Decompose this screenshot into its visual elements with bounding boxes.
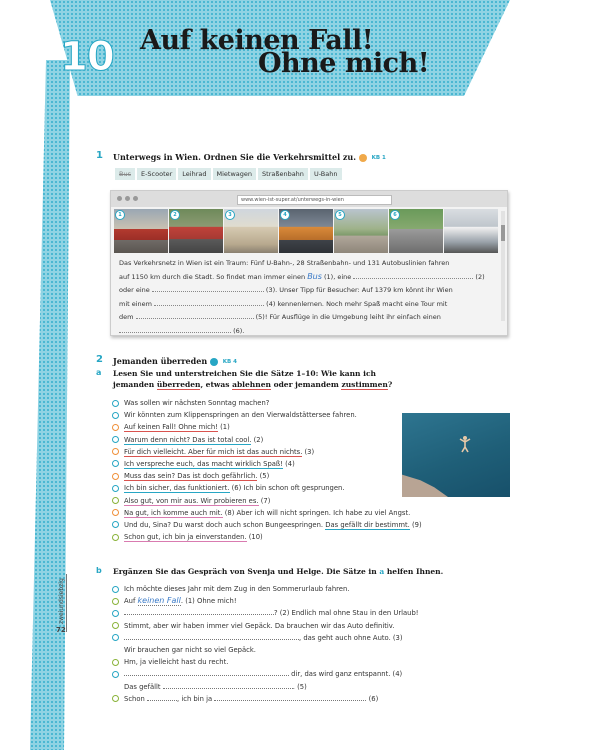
underlined-phrase: Muss das sein? Das ist doch gefährlich. bbox=[124, 472, 258, 481]
underlined-phrase: Na gut, ich komme auch mit. bbox=[124, 508, 223, 517]
photo-tram bbox=[114, 209, 168, 253]
text-span: dem bbox=[119, 313, 134, 322]
info-icon[interactable] bbox=[210, 358, 218, 366]
kb-reference: KB 4 bbox=[222, 359, 237, 365]
text-span: Auf bbox=[124, 597, 136, 606]
article-line bbox=[119, 298, 491, 312]
article-line bbox=[119, 271, 491, 285]
word-chip: Straßenbahn bbox=[258, 168, 308, 180]
list-item bbox=[112, 409, 422, 421]
underlined-phrase: Für dich vielleicht. Aber für mich ist das auch nichts. bbox=[124, 447, 303, 456]
exercise-1-number: 1 bbox=[96, 150, 103, 161]
bullet-icon bbox=[112, 586, 119, 593]
cliff-diving-photo bbox=[402, 413, 510, 497]
text-span: Hm, ja vielleicht hast du recht. bbox=[124, 658, 229, 667]
exercise-1-heading-text: Unterwegs in Wien. Ordnen Sie die Verkehrsmittel zu. bbox=[113, 152, 357, 162]
scroll-thumb[interactable] bbox=[501, 225, 505, 241]
list-item bbox=[112, 495, 422, 507]
kb-reference: KB 1 bbox=[371, 155, 386, 161]
rock-shape bbox=[402, 469, 448, 497]
instruction-line bbox=[113, 379, 392, 390]
page-title-line2: Ohne mich! bbox=[258, 48, 430, 79]
sidebar-vertical-text bbox=[58, 568, 68, 628]
text-span: (8) Aber ich will nicht springen. Ich habe zu viel Angst. bbox=[222, 508, 411, 517]
window-dot-icon bbox=[117, 196, 122, 201]
bullet-icon bbox=[112, 610, 119, 617]
list-item bbox=[112, 458, 422, 470]
answer-blank[interactable] bbox=[119, 332, 231, 333]
ref-letter: a bbox=[379, 567, 385, 576]
window-dot-icon bbox=[125, 196, 130, 201]
photo-building bbox=[224, 209, 278, 253]
page-title-line1: Auf keinen Fall! bbox=[140, 25, 374, 56]
word-box bbox=[115, 168, 342, 180]
text-span: Wir brauchen gar nicht so viel Gepäck. bbox=[124, 645, 256, 654]
list-item bbox=[112, 607, 419, 619]
article-line bbox=[119, 311, 491, 325]
word-chip: Mietwagen bbox=[213, 168, 257, 180]
text-span: (5) bbox=[257, 472, 270, 481]
bullet-icon bbox=[112, 424, 119, 431]
photo-bikes bbox=[334, 209, 388, 253]
url-bar[interactable]: www.wien-ist-super.at/unterwegs-in-wien bbox=[237, 195, 392, 205]
bullet-icon bbox=[112, 659, 119, 666]
answer-blank[interactable] bbox=[154, 305, 264, 306]
photo-strip bbox=[114, 209, 498, 253]
bullet-icon bbox=[112, 448, 119, 455]
text-span: (5)! Für Ausflüge in die Umgebung leiht ihr einfach einen bbox=[255, 313, 441, 322]
swimmer-figure bbox=[458, 435, 472, 453]
text-span: Das gefällt bbox=[124, 682, 161, 691]
window-dot-icon bbox=[133, 196, 138, 201]
list-item bbox=[112, 693, 419, 705]
part-a-instructions bbox=[113, 368, 392, 390]
list-item bbox=[112, 531, 422, 543]
exercise-2-number: 2 bbox=[96, 354, 103, 365]
photo-rental-cars bbox=[444, 209, 498, 253]
word-chip: E-Scooter bbox=[137, 168, 176, 180]
vertical-page-word: zweiundsiebzig bbox=[58, 578, 65, 624]
list-item bbox=[112, 583, 419, 595]
answer-blank[interactable] bbox=[152, 291, 264, 292]
text-span: mit einem bbox=[119, 299, 153, 308]
dialogue-list-a bbox=[112, 397, 422, 543]
handwritten-answer: keinen Fall bbox=[137, 596, 181, 606]
underlined-phrase: Das gefällt dir bestimmt. bbox=[325, 520, 410, 529]
list-item bbox=[112, 446, 422, 458]
exercise-1-heading bbox=[113, 152, 386, 162]
text-span: (6) Ich bin schon oft gesprungen. bbox=[229, 484, 345, 493]
text-span: (2) bbox=[475, 272, 485, 281]
photo-number: 2 bbox=[170, 210, 180, 220]
underlined-phrase: Schon gut, ich bin ja einverstanden. bbox=[124, 533, 247, 542]
text-span: ? (2) Endlich mal ohne Stau in den Urlaub! bbox=[274, 609, 419, 618]
text-span: (1) bbox=[217, 423, 230, 432]
handwritten-answer: Bus bbox=[307, 271, 322, 281]
exercise-2-heading-text: Jemanden überreden bbox=[113, 356, 208, 366]
part-a-letter: a bbox=[96, 368, 102, 377]
scrollbar[interactable] bbox=[501, 211, 505, 321]
bullet-icon bbox=[112, 634, 119, 641]
dialogue-list-b bbox=[112, 583, 419, 705]
photo-number: 4 bbox=[280, 210, 290, 220]
bullet-icon bbox=[112, 521, 119, 528]
photo-ubahn bbox=[279, 209, 333, 253]
text-span: helfen Ihnen. bbox=[386, 567, 444, 576]
browser-window bbox=[110, 190, 508, 336]
underlined-phrase: Warum denn nicht? Das ist total cool. bbox=[124, 435, 252, 444]
bullet-icon bbox=[112, 436, 119, 443]
text-span: auf 1150 km durch die Stadt. So findet man immer einen bbox=[119, 272, 306, 281]
photo-number: 1 bbox=[115, 210, 125, 220]
article-line: Das Verkehrsnetz in Wien ist ein Traum: Fünf U-Bahn-, 28 Straßenbahn- und 131 Autobuslinien fahren bbox=[119, 259, 450, 267]
photo-number: 5 bbox=[335, 210, 345, 220]
list-item bbox=[112, 519, 422, 531]
bullet-icon bbox=[112, 497, 119, 504]
browser-article-text bbox=[119, 257, 491, 339]
underlined-phrase: Auf keinen Fall! Ohne mich! bbox=[124, 423, 218, 432]
part-b-instructions bbox=[113, 566, 443, 577]
bullet-icon bbox=[112, 473, 119, 480]
text-span: (10) bbox=[246, 533, 263, 542]
word-chip: Leihrad bbox=[178, 168, 210, 180]
underlined-phrase: Also gut, von mir aus. Wir probieren es. bbox=[124, 496, 259, 505]
bullet-icon bbox=[112, 509, 119, 516]
side-strip bbox=[30, 60, 70, 750]
article-line bbox=[119, 284, 491, 298]
underlined-phrase: Ich verspreche euch, das macht wirklich Spaß! bbox=[124, 459, 283, 468]
article-line bbox=[119, 325, 491, 339]
text-span: (2) bbox=[251, 435, 264, 444]
text-span: (4) bbox=[282, 459, 295, 468]
bullet-icon bbox=[112, 485, 119, 492]
list-item bbox=[112, 434, 422, 446]
word-chip: U-Bahn bbox=[310, 168, 342, 180]
text-span: (7) bbox=[258, 496, 271, 505]
text-span: jemanden bbox=[113, 380, 155, 389]
photo-number: 3 bbox=[225, 210, 235, 220]
answer-blank[interactable] bbox=[147, 693, 177, 701]
chapter-number: 10 bbox=[60, 34, 114, 80]
text-span: (3) bbox=[302, 447, 315, 456]
underlined-phrase: Ich bin sicher, das funktioniert. bbox=[124, 484, 230, 493]
keyword-zustimmen: zustimmen bbox=[341, 380, 388, 389]
photo-escooters bbox=[389, 209, 443, 253]
text-span: Ich möchte dieses Jahr mit dem Zug in den Sommerurlaub fahren. bbox=[124, 585, 350, 593]
bullet-icon bbox=[112, 400, 119, 407]
bullet-icon bbox=[112, 460, 119, 467]
audio-icon[interactable] bbox=[359, 154, 367, 162]
instruction-line: Lesen Sie und unterstreichen Sie die Sätze 1–10: Wie kann ich bbox=[113, 369, 376, 378]
keyword-ueberreden: überreden bbox=[156, 380, 201, 389]
photo-number: 6 bbox=[390, 210, 400, 220]
answer-blank[interactable] bbox=[136, 318, 254, 319]
keyword-ablehnen: ablehnen bbox=[232, 380, 271, 389]
exercise-2-heading bbox=[113, 356, 237, 366]
list-item bbox=[112, 668, 419, 680]
list-item bbox=[112, 397, 422, 409]
list-item bbox=[112, 595, 419, 607]
text-span: Und du, Sina? Du warst doch auch schon Bungeespringen. bbox=[124, 520, 326, 529]
bullet-icon bbox=[112, 534, 119, 541]
answer-blank[interactable] bbox=[353, 278, 473, 279]
list-item bbox=[112, 421, 422, 433]
text-span: Was sollen wir nächsten Sonntag machen? bbox=[124, 399, 270, 407]
text-span: oder jemandem bbox=[273, 380, 339, 389]
list-item bbox=[112, 470, 422, 482]
answer-blank[interactable] bbox=[124, 632, 299, 640]
text-span: . (1) Ohne mich! bbox=[180, 597, 237, 606]
bullet-icon bbox=[112, 671, 119, 678]
answer-blank[interactable] bbox=[124, 607, 274, 615]
bullet-icon bbox=[112, 412, 119, 419]
text-span: (6). bbox=[233, 326, 245, 335]
photo-tram-street bbox=[169, 209, 223, 253]
text-span: (4) kennenlernen. Noch mehr Spaß macht eine Tour mit bbox=[266, 299, 448, 308]
text-span: , das geht auch ohne Auto. (3) bbox=[299, 633, 403, 642]
text-span: (1), eine bbox=[324, 272, 352, 281]
text-span: oder eine bbox=[119, 286, 150, 295]
text-span: Ergänzen Sie das Gespräch von Svenja und Helge. Die Sätze in bbox=[113, 567, 377, 576]
answer-blank[interactable] bbox=[124, 668, 289, 676]
text-span: dir, das wird ganz entspannt. (4) bbox=[291, 670, 403, 679]
list-item bbox=[112, 644, 419, 656]
list-item bbox=[112, 681, 419, 693]
word-chip: Bus bbox=[115, 168, 135, 180]
text-span: Wir könnten zum Klippenspringen an den Vierwaldstättersee fahren. bbox=[124, 411, 357, 420]
browser-toolbar bbox=[111, 191, 507, 207]
part-b-letter: b bbox=[96, 566, 102, 575]
list-item bbox=[112, 507, 422, 519]
text-span: ? bbox=[387, 380, 393, 389]
text-span: (3). Unser Tipp für Besucher: Auf 1379 km könnt ihr Wien bbox=[265, 286, 453, 295]
list-item bbox=[112, 620, 419, 632]
text-span: . (6) bbox=[364, 694, 379, 703]
answer-blank[interactable] bbox=[214, 693, 364, 701]
text-span: , etwas bbox=[200, 380, 230, 389]
text-span: , ich bin ja bbox=[177, 694, 213, 703]
text-span: Schon bbox=[124, 694, 145, 703]
list-item bbox=[112, 656, 419, 668]
bullet-icon bbox=[112, 695, 119, 702]
text-span: (9) bbox=[409, 520, 422, 529]
list-item bbox=[112, 632, 419, 644]
page-number: 72 bbox=[56, 626, 66, 634]
bullet-icon bbox=[112, 622, 119, 629]
text-span: Stimmt, aber wir haben immer viel Gepäck. Da brauchen wir das Auto definitiv. bbox=[124, 621, 395, 630]
list-item bbox=[112, 482, 422, 494]
bullet-icon bbox=[112, 598, 119, 605]
answer-blank[interactable] bbox=[163, 681, 293, 689]
text-span: . (5) bbox=[292, 682, 307, 691]
